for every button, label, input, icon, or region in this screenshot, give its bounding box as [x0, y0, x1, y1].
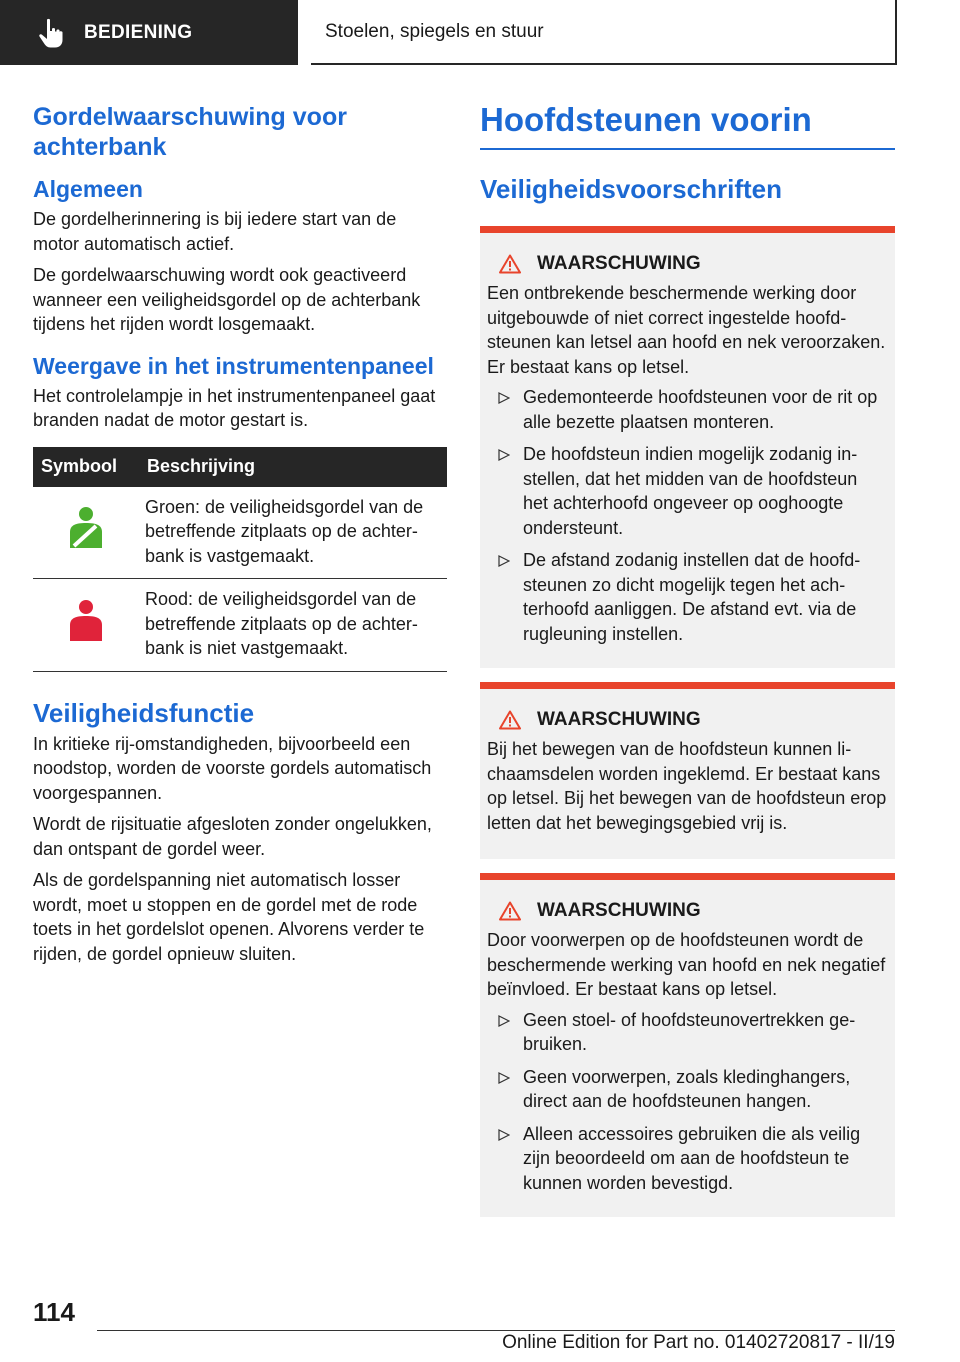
list-item	[487, 442, 887, 540]
chapter-tab	[311, 0, 897, 65]
list-item	[487, 1122, 887, 1196]
list-item-text: Geen stoel- of hoofdsteunovertrekken gebruiken.	[523, 1009, 856, 1054]
warning-label: WAARSCHUWING	[537, 900, 701, 921]
warning-title	[499, 900, 887, 922]
seatbelt-red-icon	[68, 599, 104, 643]
description-cell: Rood: de veiligheidsgordel van de betreffende zitplaats op de achterbank is niet vastgemaakt.	[139, 579, 447, 672]
warning-text: Bij het bewegen van de hoofdsteun kunnen lichaamsdelen worden ingeklemd. Er bestaat kans op letsel. Bij het bewegen van de hoofdsteun erop letten dat het bewegingsgebied vrij is.	[487, 739, 887, 833]
symbol-table	[33, 447, 447, 672]
paragraph: De gordelwaarschuwing wordt ook geactiveerd wanneer een veiligheidsgordel op de achterbank tijdens het rijden wordt losgemaakt.	[33, 265, 421, 334]
section-label: BEDIENING	[84, 21, 193, 43]
right-column	[480, 100, 895, 1231]
warning-label: WAARSCHUWING	[537, 253, 701, 274]
bullet-triangle-icon	[498, 1072, 510, 1084]
section-title-seatbelt-rear: Gordelwaarschuwing voor achterbank	[33, 103, 347, 161]
heading-safety-function: Veiligheidsfunctie	[33, 697, 255, 728]
symbol-cell	[33, 579, 139, 672]
description-cell: Groen: de veiligheidsgordel van de betreffende zitplaats op de achterbank is vastgemaakt.	[139, 487, 447, 579]
footer-divider	[97, 1330, 895, 1331]
warning-text: Een ontbrekende beschermende werking door uitgebouwde of niet correct ingestelde hoofdsteunen kan letsel aan hoofd en nek veroorzaken. Er bestaat kans op letsel.	[487, 283, 886, 377]
bullet-triangle-icon	[498, 555, 510, 567]
list-item-text: Alleen accessoires gebruiken die als veilig zijn beoordeeld om aan de hoofdsteun te kunnen worden bevestigd.	[523, 1123, 861, 1193]
paragraph: Als de gordelspanning niet automatisch losser wordt, moet u stoppen en de gordel met de rode toets in het gordelslot openen. Alvorens verder te rijden, de gordel opnieuw sluiten.	[33, 870, 425, 964]
table-row	[33, 487, 447, 579]
warning-list	[487, 385, 887, 646]
warning-triangle-icon	[499, 901, 521, 921]
table-header-description: Beschrijving	[139, 447, 447, 487]
heading-display: Weergave in het instrumentenpaneel	[33, 352, 434, 379]
paragraph: Wordt de rijsituatie afgesloten zonder ongelukken, dan ontspant de gordel weer.	[33, 814, 432, 859]
warning-box	[480, 682, 895, 859]
warning-text: Door voorwerpen op de hoofdsteunen wordt de beschermende werking van hoofd en nek negatief beïnvloed. Er bestaat kans op letsel.	[487, 930, 886, 999]
bullet-triangle-icon	[498, 449, 510, 461]
hand-pointer-icon	[38, 18, 64, 48]
bullet-triangle-icon	[498, 392, 510, 404]
bullet-triangle-icon	[498, 1129, 510, 1141]
seatbelt-green-icon	[68, 506, 104, 550]
symbol-cell	[33, 487, 139, 579]
divider	[480, 148, 895, 150]
warning-box	[480, 226, 895, 668]
page-header	[0, 0, 960, 66]
list-item	[487, 1008, 887, 1057]
section-title-headrests: Hoofdsteunen voorin	[480, 101, 812, 138]
warning-label: WAARSCHUWING	[537, 709, 701, 730]
warning-triangle-icon	[499, 254, 521, 274]
paragraph: De gordelherinnering is bij iedere start van de motor automatisch actief.	[33, 209, 397, 254]
page-number: 114	[33, 1297, 75, 1327]
paragraph: Het controlelampje in het instrumentenpaneel gaat branden nadat de motor gestart is.	[33, 385, 436, 430]
warning-title	[499, 253, 887, 275]
list-item	[487, 385, 887, 434]
warning-list	[487, 1008, 887, 1196]
table-header-symbol: Symbool	[33, 447, 139, 487]
section-tab	[0, 0, 298, 65]
warning-triangle-icon	[499, 710, 521, 730]
list-item-text: Geen voorwerpen, zoals kledinghangers, direct aan de hoofdsteunen hangen.	[523, 1066, 851, 1111]
warning-title	[499, 709, 887, 731]
list-item	[487, 548, 887, 646]
paragraph: In kritieke rij-omstandigheden, bijvoorbeeld een noodstop, worden de voorste gordels automatisch voorgespannen.	[33, 733, 432, 803]
list-item-text: De afstand zodanig instellen dat de hoofdsteunen zo dicht mogelijk tegen het achterhoofd aanliggen. De afstand evt. via de rugleuning instellen.	[523, 550, 861, 644]
table-row	[33, 579, 447, 672]
left-column	[33, 102, 447, 973]
list-item-text: De hoofdsteun indien mogelijk zodanig instellen, dat het midden van de hoofdsteun het achterhoofd ongeveer op ooghoogte ondersteunt.	[523, 444, 858, 538]
heading-safety-rules: Veiligheidsvoorschriften	[480, 174, 782, 204]
warning-box	[480, 873, 895, 1217]
list-item	[487, 1065, 887, 1114]
chapter-title: Stoelen, spiegels en stuur	[325, 20, 544, 42]
heading-general: Algemeen	[33, 176, 143, 202]
bullet-triangle-icon	[498, 1015, 510, 1027]
edition-text: Online Edition for Part no. 01402720817 - II/19	[502, 1332, 895, 1353]
list-item-text: Gedemonteerde hoofdsteunen voor de rit op alle bezette plaatsen monteren.	[523, 387, 878, 432]
